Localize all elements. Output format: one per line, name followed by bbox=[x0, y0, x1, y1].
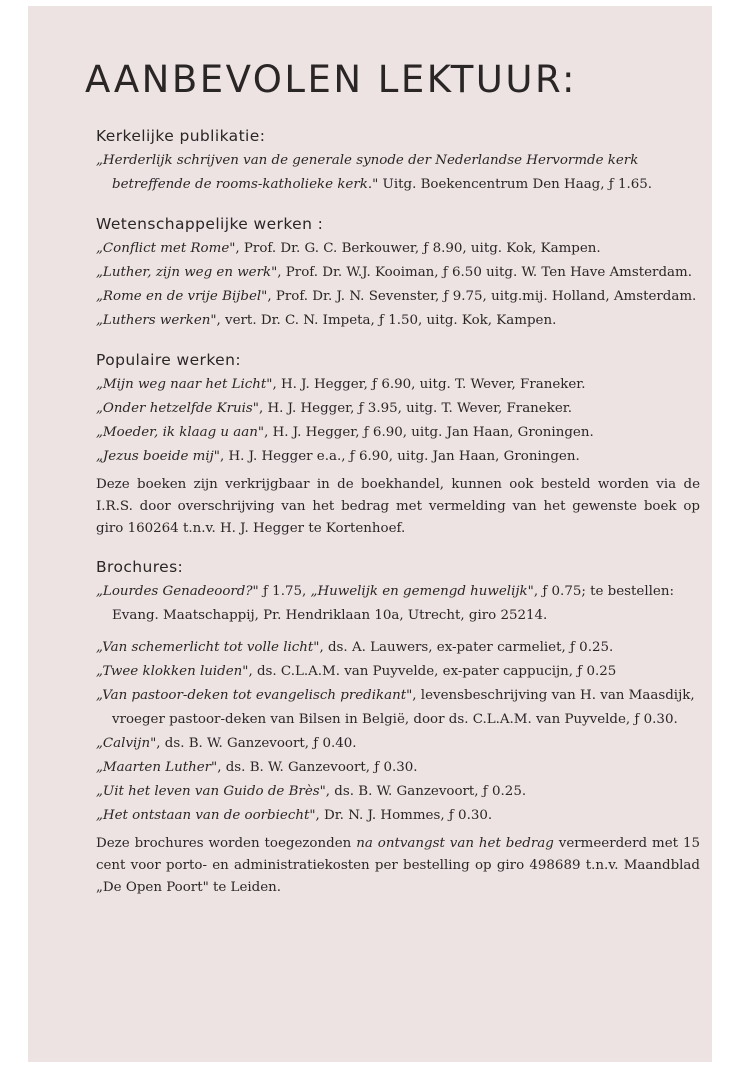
book-details: , ds. B. W. Ganzevoort, ƒ 0.25. bbox=[325, 784, 527, 799]
list-item bbox=[96, 660, 700, 684]
book-title: „Jezus boeide mij" bbox=[96, 449, 220, 464]
section-heading-brochures: Brochures: bbox=[96, 558, 184, 576]
book-title: „Herderlijk schrijven van de generale synode der Nederlandse Hervormde kerk betreffende de rooms-katholieke kerk." bbox=[96, 153, 639, 192]
book-title: „Luther, zijn weg en werk" bbox=[96, 265, 278, 280]
list-item bbox=[96, 397, 700, 421]
book-title: „Moeder, ik klaag u aan" bbox=[96, 425, 265, 440]
list-item bbox=[96, 261, 700, 285]
book-details: Uitg. Boekencentrum Den Haag, ƒ 1.65. bbox=[378, 177, 653, 192]
list-item bbox=[96, 636, 700, 660]
content bbox=[96, 123, 700, 899]
list-item bbox=[96, 804, 700, 828]
book-details: , Dr. N. J. Hommes, ƒ 0.30. bbox=[315, 808, 493, 823]
section-heading-wetenschappelijk: Wetenschappelijke werken : bbox=[96, 215, 324, 233]
book-details: , Prof. Dr. J. N. Sevenster, ƒ 9.75, uitg.mij. Holland, Amsterdam. bbox=[267, 289, 697, 304]
book-details: ƒ 1.75, bbox=[258, 584, 311, 599]
book-details: , ƒ 0.75; te bestellen: Evang. Maatschappij, Pr. Hendriklaan 10a, Utrecht, giro 25214. bbox=[112, 584, 674, 623]
book-details: , H. J. Hegger, ƒ 6.90, uitg. Jan Haan, Groningen. bbox=[264, 425, 594, 440]
book-details: , H. J. Hegger, ƒ 6.90, uitg. T. Wever, Franeker. bbox=[272, 377, 586, 392]
list-item bbox=[96, 732, 700, 756]
book-title: „Maarten Luther" bbox=[96, 760, 218, 775]
book-title: „Van schemerlicht tot volle licht" bbox=[96, 640, 320, 655]
list-item bbox=[96, 780, 700, 804]
list-item bbox=[96, 756, 700, 780]
list-item bbox=[96, 149, 700, 197]
book-details: , levensbeschrijving van H. van Maasdijk, vroeger pastoor-deken van Bilsen in België, door ds. C.L.A.M. van Puyvelde, ƒ 0.30. bbox=[112, 688, 695, 727]
book-details: , Prof. Dr. W.J. Kooiman, ƒ 6.50 uitg. W. Ten Have Amsterdam. bbox=[277, 265, 692, 280]
ordering-note-brochures bbox=[96, 833, 700, 899]
book-title: „Calvijn" bbox=[96, 736, 157, 751]
list-item bbox=[96, 309, 700, 333]
note-text: Deze brochures worden toegezonden bbox=[96, 836, 357, 851]
section-heading-populair: Populaire werken: bbox=[96, 351, 241, 369]
book-title: „Het ontstaan van de oorbiecht" bbox=[96, 808, 316, 823]
book-title: „Huwelijk en gemengd huwelijk" bbox=[310, 584, 534, 599]
book-details: , ds. C.L.A.M. van Puyvelde, ex-pater cappucijn, ƒ 0.25 bbox=[248, 664, 617, 679]
book-details: , H. J. Hegger, ƒ 3.95, uitg. T. Wever, Franeker. bbox=[258, 401, 572, 416]
list-item bbox=[96, 373, 700, 397]
book-details: , ds. B. W. Ganzevoort, ƒ 0.30. bbox=[217, 760, 418, 775]
section-heading-kerkelijke: Kerkelijke publikatie: bbox=[96, 127, 266, 145]
book-title: „Onder hetzelfde Kruis" bbox=[96, 401, 259, 416]
ordering-note-books: Deze boeken zijn verkrijgbaar in de boekhandel, kunnen ook besteld worden via de I.R.S. door overschrijving van het bedrag met vermelding van het gewenste boek op giro 160264 t.n.v. H. J. Hegger te Kortenhoef. bbox=[96, 477, 700, 536]
book-details: , Prof. Dr. G. C. Berkouwer, ƒ 8.90, uitg. Kok, Kampen. bbox=[235, 241, 601, 256]
book-title: „Lourdes Genadeoord?" bbox=[96, 584, 259, 599]
note-text: vermeerderd met 15 cent voor porto- en administratiekosten per bestelling op giro 498689 t.n.v. Maandblad „De Open Poort" te Leiden. bbox=[96, 836, 701, 895]
book-title: „Uit het leven van Guido de Brès" bbox=[96, 784, 326, 799]
note-emphasis: na ontvangst van het bedrag bbox=[356, 836, 554, 851]
book-title: „Luthers werken" bbox=[96, 313, 217, 328]
list-item bbox=[96, 285, 700, 309]
book-title: „Van pastoor-deken tot evangelisch predikant" bbox=[96, 688, 413, 703]
page bbox=[28, 6, 712, 1062]
book-title: „Conflict met Rome" bbox=[96, 241, 236, 256]
book-details: , vert. Dr. C. N. Impeta, ƒ 1.50, uitg. Kok, Kampen. bbox=[216, 313, 557, 328]
list-item bbox=[96, 421, 700, 445]
book-title: „Twee klokken luiden" bbox=[96, 664, 249, 679]
list-item bbox=[96, 237, 700, 261]
book-title: „Mijn weg naar het Licht" bbox=[96, 377, 273, 392]
page-title: AANBEVOLEN LEKTUUR: bbox=[85, 58, 577, 101]
list-item bbox=[96, 580, 700, 628]
list-item bbox=[96, 684, 700, 732]
book-title: „Rome en de vrije Bijbel" bbox=[96, 289, 268, 304]
book-details: , ds. B. W. Ganzevoort, ƒ 0.40. bbox=[156, 736, 357, 751]
book-details: , H. J. Hegger e.a., ƒ 6.90, uitg. Jan Haan, Groningen. bbox=[219, 449, 580, 464]
book-details: , ds. A. Lauwers, ex-pater carmeliet, ƒ 0.25. bbox=[319, 640, 614, 655]
list-item bbox=[96, 445, 700, 469]
